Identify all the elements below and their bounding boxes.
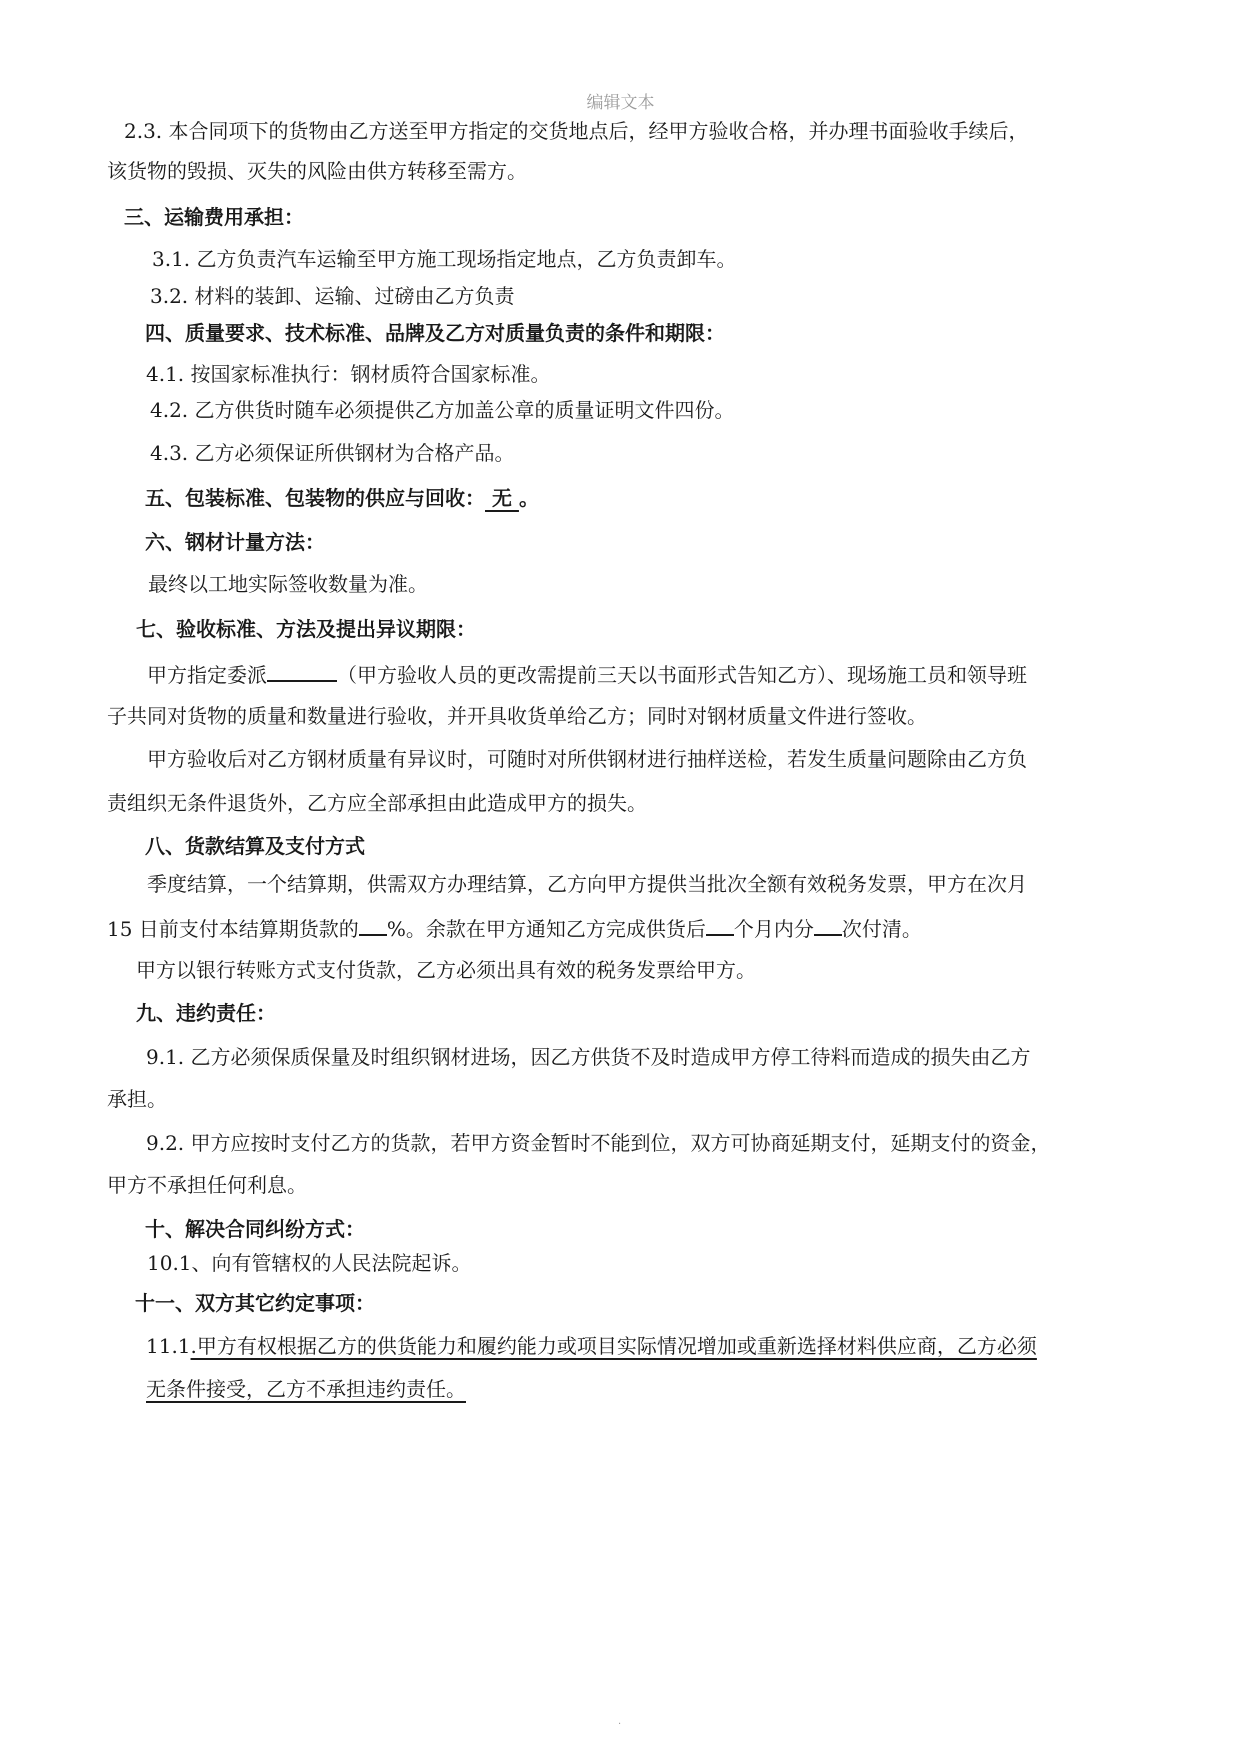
clause-4-2: 4.2. 乙方供货时随车必须提供乙方加盖公章的质量证明文件四份。 xyxy=(150,398,735,422)
section-5-end: 。 xyxy=(518,486,539,510)
clause-2-3-line-1: 2.3. 本合同项下的货物由乙方送至甲方指定的交货地点后，经甲方验收合格，并办理书面验收手续后， xyxy=(124,119,1029,143)
clause-11-1-line-1 xyxy=(146,1333,1037,1359)
clause-3-2: 3.2. 材料的装卸、运输、过磅由乙方负责 xyxy=(150,284,515,308)
clause-7-1-line-2: 子共同对货物的质量和数量进行验收，并开具收货单给乙方；同时对钢材质量文件进行签收。 xyxy=(107,704,927,728)
clause-9-1-line-2: 承担。 xyxy=(107,1087,167,1111)
delegate-blank xyxy=(267,660,337,682)
clause-8-1-line-1: 季度结算，一个结算期，供需双方办理结算，乙方向甲方提供当批次全额有效税务发票，甲方在次月 xyxy=(147,872,1027,896)
clause-8-1-line-2 xyxy=(107,914,922,942)
section-5-heading xyxy=(145,485,539,511)
clause-6: 最终以工地实际签收数量为准。 xyxy=(148,572,428,596)
clause-11-1-text: .甲方有权根据乙方的供货能力和履约能力或项目实际情况增加或重新选择材料供应商，乙方必须 xyxy=(190,1334,1037,1358)
clause-7-1-prefix: 甲方指定委派 xyxy=(147,663,267,687)
percent-blank xyxy=(359,914,387,936)
section-10-heading: 十、解决合同纠纷方式： xyxy=(145,1217,365,1241)
section-3-heading: 三、运输费用承担： xyxy=(124,205,304,229)
clause-10-1: 10.1、向有管辖权的人民法院起诉。 xyxy=(147,1251,472,1275)
section-8-heading: 八、货款结算及支付方式 xyxy=(145,834,365,858)
clause-2-3-line-2: 该货物的毁损、灭失的风险由供方转移至需方。 xyxy=(107,159,527,183)
clause-8-2: 甲方以银行转账方式支付货款，乙方必须出具有效的税务发票给甲方。 xyxy=(136,958,756,982)
footer-mark: . xyxy=(618,1716,622,1727)
section-4-heading: 四、质量要求、技术标准、品牌及乙方对质量负责的条件和期限： xyxy=(145,321,725,345)
section-9-heading: 九、违约责任： xyxy=(136,1001,276,1025)
installments-blank xyxy=(814,914,842,936)
clause-4-3: 4.3. 乙方必须保证所供钢材为合格产品。 xyxy=(150,441,515,465)
clause-11-1-line-2: 无条件接受，乙方不承担违约责任。 xyxy=(146,1377,466,1401)
section-5-label: 五、包装标准、包装物的供应与回收： xyxy=(145,486,485,510)
clause-3-1: 3.1. 乙方负责汽车运输至甲方施工现场指定地点，乙方负责卸车。 xyxy=(152,247,737,271)
months-blank xyxy=(706,914,734,936)
clause-8-1-part-2: %。余款在甲方通知乙方完成供货后 xyxy=(386,917,706,941)
clause-9-1-line-1: 9.1. 乙方必须保质保量及时组织钢材进场，因乙方供货不及时造成甲方停工待料而造成的损失由乙方 xyxy=(146,1045,1031,1069)
clause-9-2-line-1: 9.2. 甲方应按时支付乙方的货款，若甲方资金暂时不能到位，双方可协商延期支付，延期支付的资金， xyxy=(146,1131,1051,1155)
section-5-value: 无 xyxy=(485,486,519,510)
clause-8-1-part-3: 个月内分 xyxy=(733,917,814,941)
clause-9-2-line-2: 甲方不承担任何利息。 xyxy=(107,1173,307,1197)
clause-8-1-part-1: 15 日前支付本结算期货款的 xyxy=(107,917,359,941)
page-header: 编辑文本 xyxy=(586,93,655,113)
clause-7-2-line-1: 甲方验收后对乙方钢材质量有异议时，可随时对所供钢材进行抽样送检，若发生质量问题除由乙方负 xyxy=(147,747,1027,771)
section-7-heading: 七、验收标准、方法及提出异议期限： xyxy=(136,617,476,641)
clause-7-2-line-2: 责组织无条件退货外，乙方应全部承担由此造成甲方的损失。 xyxy=(107,791,647,815)
clause-11-1-number: 11.1 xyxy=(146,1334,191,1358)
section-6-heading: 六、钢材计量方法： xyxy=(145,530,325,554)
section-11-heading: 十一、双方其它约定事项： xyxy=(135,1291,375,1315)
clause-4-1: 4.1. 按国家标准执行：钢材质符合国家标准。 xyxy=(146,362,551,386)
clause-7-1-line-1 xyxy=(147,660,1027,688)
clause-8-1-part-4: 次付清。 xyxy=(841,917,922,941)
clause-7-1-suffix: （甲方验收人员的更改需提前三天以书面形式告知乙方）、现场施工员和领导班 xyxy=(337,663,1027,687)
